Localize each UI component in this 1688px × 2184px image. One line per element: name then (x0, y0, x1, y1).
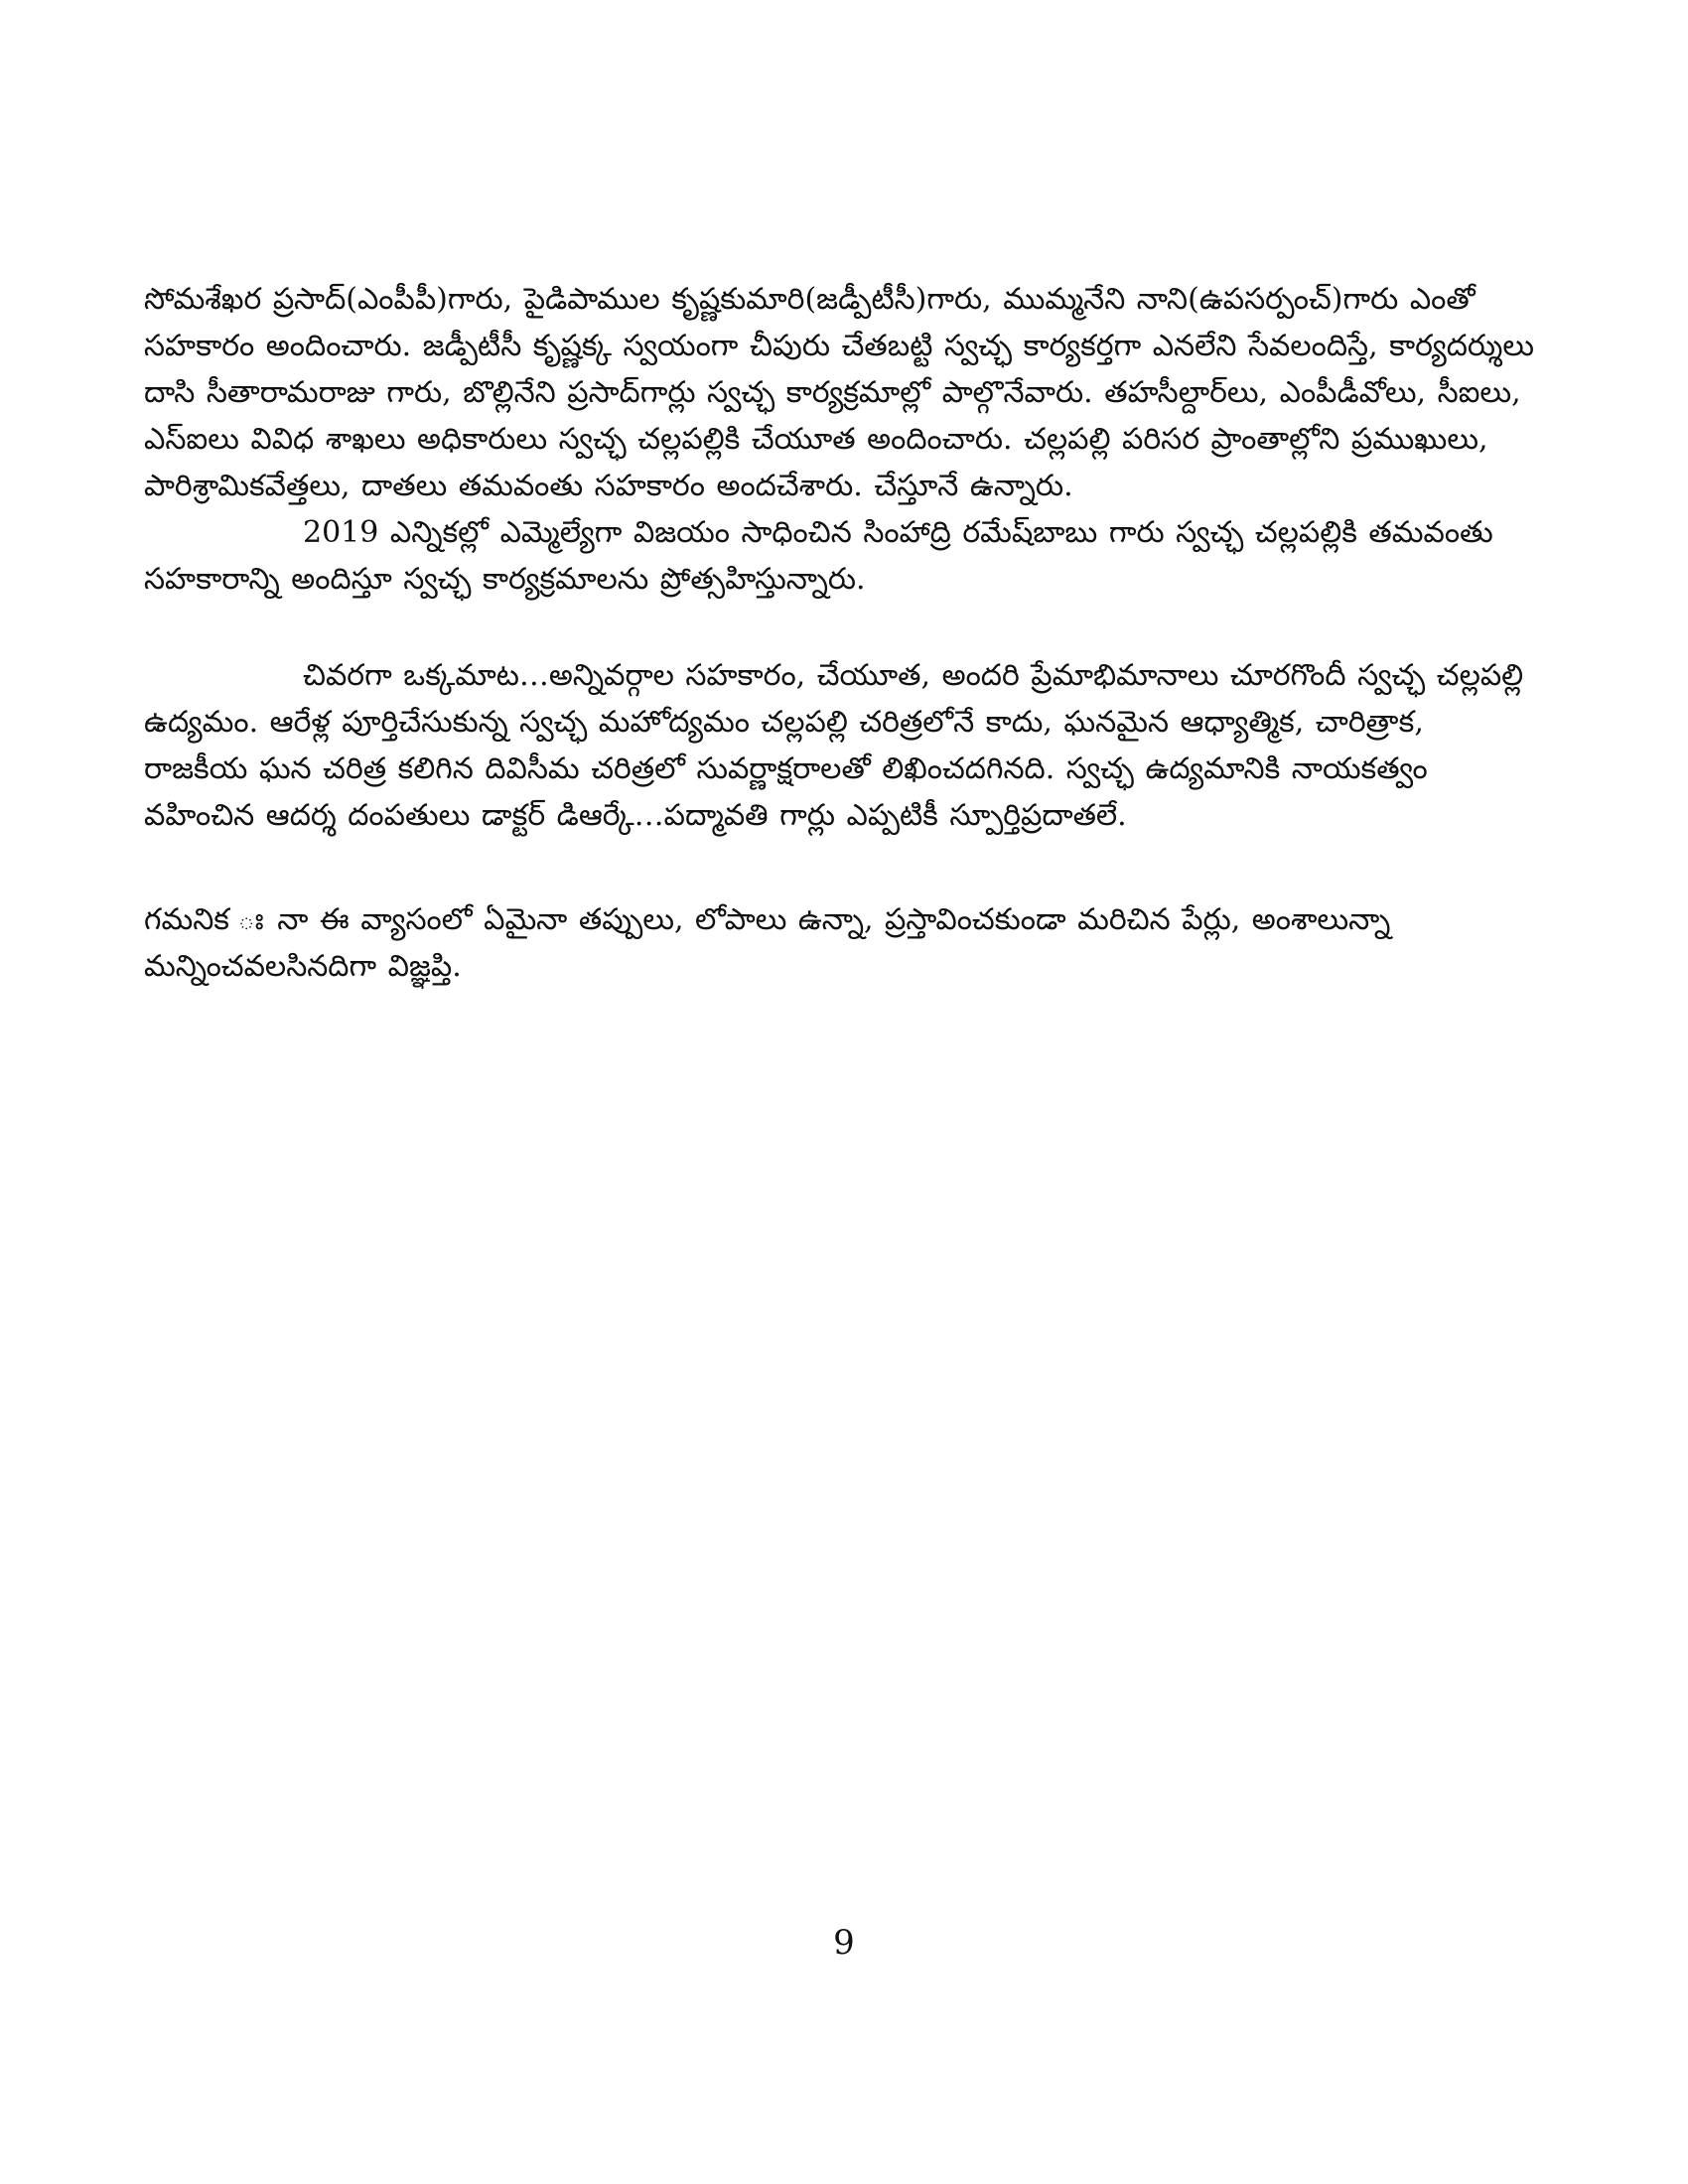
paragraph-mla-support: 2019 ఎన్నికల్లో ఎమ్మెల్యేగా విజయం సాధించిన సింహాద్రి రమేష్‌బాబు గారు స్వచ్ఛ చల్లపల్లికి తమవంతు సహకారాన్ని అందిస్తూ స్వచ్ఛ కార్యక్రమాలను ప్రోత్సహిస్తున్నారు. (144, 515, 1493, 597)
paragraph-conclusion: చివరగా ఒక్కమాట…అన్నివర్గాల సహకారం, చేయూత, అందరి ప్రేమాభిమానాలు చూరగొందీ స్వచ్ఛ చల్లపల్లి ఉద్యమం. ఆరేళ్ల పూర్తిచేసుకున్న స్వచ్ఛ మహోద్యమం చల్లపల్లి చరిత్రలోనే కాదు, ఘనమైన ఆధ్యాత్మిక, చారిత్రాక, రాజకీయ ఘన చరిత్ర కలిగిన దివిసీమ చరిత్రలో సువర్ణాక్షరాలతో లిఖించదగినది. స్వచ్ఛ ఉద్యమానికి నాయకత్వం వహించిన ఆదర్శ దంపతులు డాక్టర్ డిఆర్కే…పద్మావతి గార్లు ఎప్పటికీ స్పూర్తిప్రదాతలే. (144, 658, 1524, 833)
page-number: 9 (833, 1923, 855, 1963)
paragraph-note: గమనిక ః నా ఈ వ్యాసంలో ఏమైనా తప్పులు, లోపాలు ఉన్నా, ప్రస్తావించకుండా మరిచిన పేర్లు, అంశాలున్నా మన్నించవలసినదిగా విజ్ఞప్తి. (144, 902, 1391, 984)
document-body (144, 276, 1534, 990)
paragraph-contributors: సోమశేఖర ప్రసాద్(ఎంపీపీ)గారు, పైడిపాముల కృష్ణకుమారి(జడ్పీటీసీ)గారు, ముమ్మనేని నాని(ఉపసర్పంచ్)గారు ఎంతో సహకారం అందించారు. జడ్పీటీసీ కృష్ణక్క స్వయంగా చీపురు చేతబట్టి స్వచ్ఛ కార్యకర్తగా ఎనలేని సేవలందిస్తే, కార్యదర్శులు దాసి సీతారామరాజు గారు, బొల్లినేని ప్రసాద్‌గార్లు స్వచ్ఛ కార్యక్రమాల్లో పాల్గొనేవారు. తహసీల్దార్‌లు, ఎంపీడీవోలు, సీఐలు, ఎస్ఐలు వివిధ శాఖలు అధికారులు స్వచ్ఛ చల్లపల్లికి చేయూత అందించారు. చల్లపల్లి పరిసర ప్రాంతాల్లోని ప్రముఖులు, పారిశ్రామికవేత్తలు, దాతలు తమవంతు సహకారం అందచేశారు. చేస్తూనే ఉన్నారు. (144, 282, 1534, 503)
